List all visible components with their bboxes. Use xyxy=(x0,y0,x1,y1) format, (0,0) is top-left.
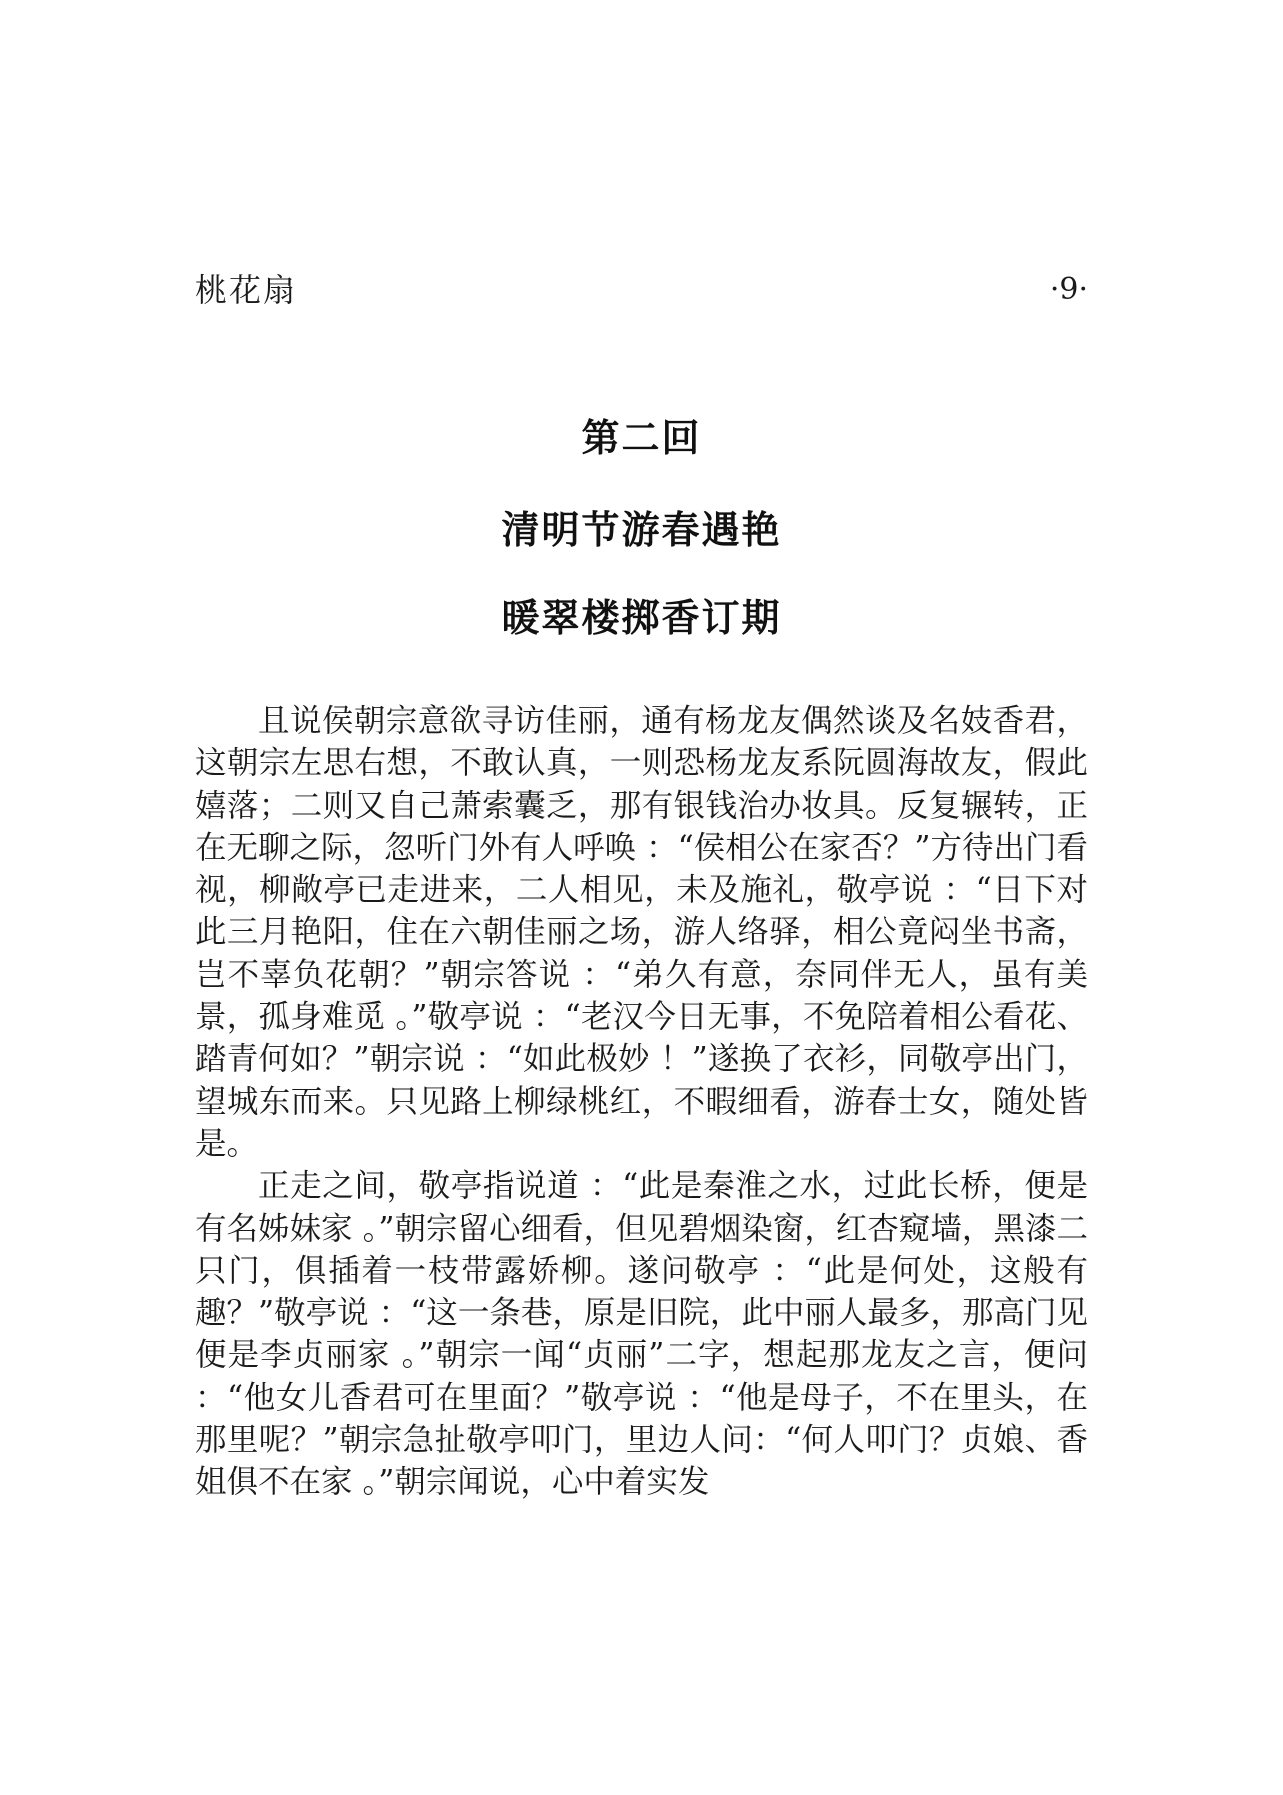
body-text xyxy=(195,700,1088,1504)
book-title: 桃花扇 xyxy=(195,271,298,309)
chapter-number: 第二回 xyxy=(581,416,702,460)
page-number: ·9· xyxy=(1049,272,1088,307)
running-header xyxy=(195,270,1088,310)
paragraph: 正走之间，敬亭指说道 ：“此是秦淮之水，过此长桥，便是有名姊妹家 。”朝宗留心细看，但见碧烟染窗，红杏窥墙，黑漆二只门，俱插着一枝带露娇柳。遂问敬亭 ：“此是何处，这般有趣？”敬亭说 ：“这一条巷，原是旧院，此中丽人最多，那高门见便是李贞丽家 。”朝宗一闻“贞丽”二字，想起那龙友之言，便问 ：“他女儿香君可在里面？”敬亭说 ：“他是母子，不在里头，在那里呢？”朝宗急扯敬亭叩门，里边人问：“何人叩门？贞娘、香姐俱不在家 。”朝宗闻说，心中着实发 xyxy=(195,1168,1088,1501)
paragraph: 且说侯朝宗意欲寻访佳丽，通有杨龙友偶然谈及名妓香君，这朝宗左思右想，不敢认真，一则恐杨龙友系阮圆海故友，假此嬉落；二则又自己萧索囊乏，那有银钱治办妆具。反复辗转，正在无聊之际，忽听门外有人呼唤 ：“侯相公在家否？”方待出门看视，柳敞亭已走进来，二人相见，未及施礼，敬亭说 ：“日下对此三月艳阳，住在六朝佳丽之场，游人络驿，相公竟闷坐书斋，岂不辜负花朝？”朝宗答说 ：“弟久有意，奈同伴无人，虽有美景，孤身难觅 。”敬亭说 ：“老汉今日无事，不免陪着相公看花、踏青何如？”朝宗说 ：“如此极妙 ！”遂换了衣衫，同敬亭出门，望城东而来。只见路上柳绿桃红，不暇细看，游春士女，随处皆是。 xyxy=(195,703,1088,1162)
chapter-couplet-line-1: 清明节游春遇艳 xyxy=(501,508,782,552)
chapter-couplet-line-2: 暖翠楼掷香订期 xyxy=(501,596,782,640)
